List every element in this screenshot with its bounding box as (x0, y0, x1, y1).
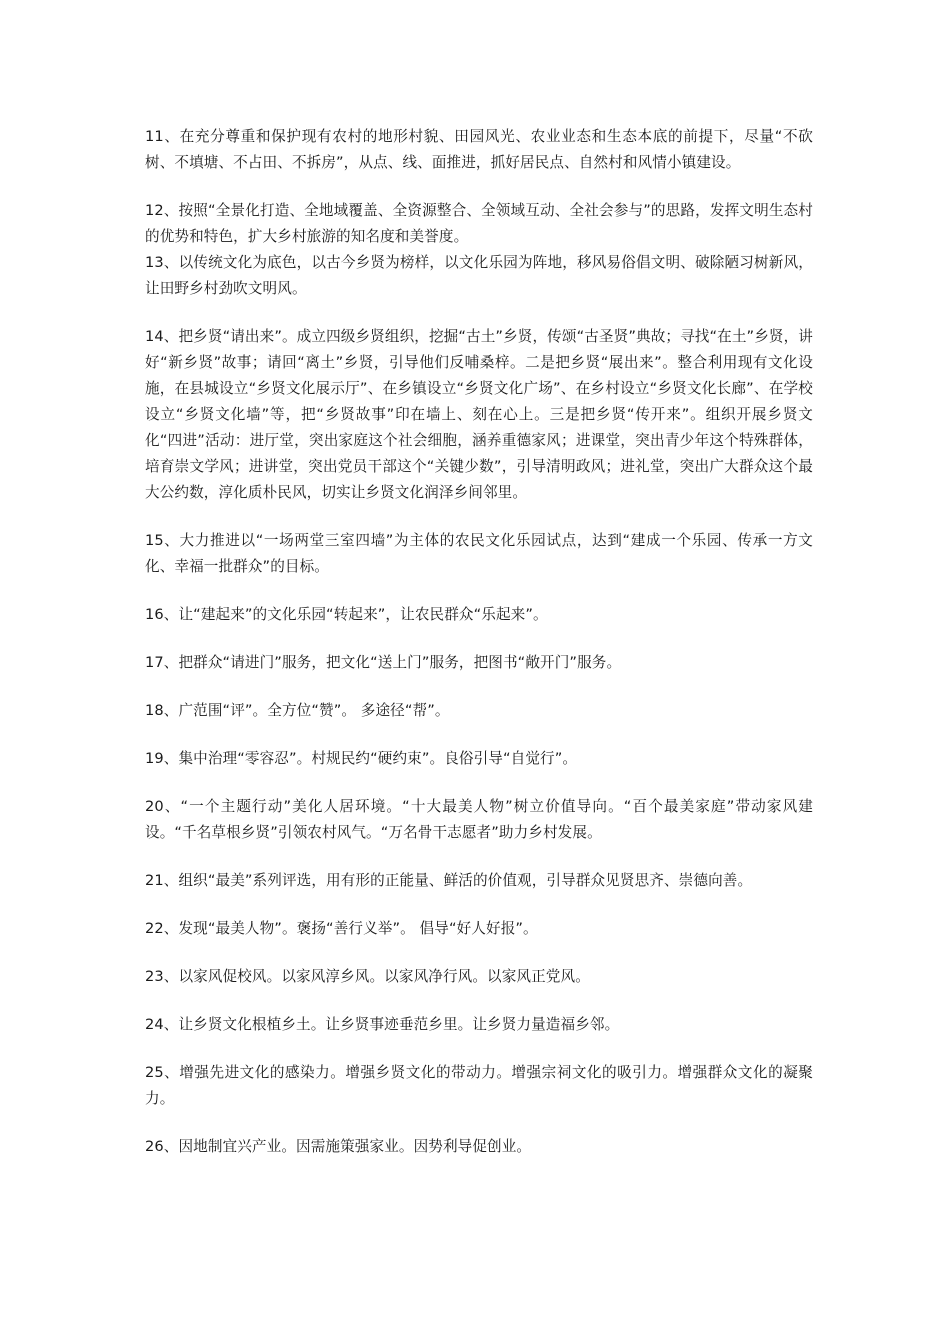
paragraph-gap (145, 580, 813, 602)
paragraph-gap (145, 506, 813, 528)
paragraph-26: 26、因地制宜兴产业。因需施策强家业。因势利导促创业。 (145, 1138, 532, 1155)
paragraph-12: 12、按照“全景化打造、全地域覆盖、全资源整合、全领域互动、全社会参与”的思路，发挥文明生态村的优势和特色，扩大乡村旅游的知名度和美誉度。 (145, 202, 813, 245)
paragraph-gap (145, 302, 813, 324)
paragraph-18: 18、广范围“评”。全方位“赞”。 多途径“帮”。 (145, 702, 450, 719)
document-body (145, 124, 813, 1160)
paragraph-17: 17、把群众“请进门”服务，把文化“送上门”服务，把图书“敞开门”服务。 (145, 654, 622, 671)
paragraph-gap (145, 176, 813, 198)
paragraph-20: 20、“一个主题行动”美化人居环境。“十大最美人物”树立价值导向。“百个最美家庭”带动家风建设。“千名草根乡贤”引领农村风气。“万名骨干志愿者”助力乡村发展。 (145, 798, 813, 841)
paragraph-15: 15、大力推进以“一场两堂三室四墙”为主体的农民文化乐园试点，达到“建成一个乐园、传承一方文化、幸福一批群众”的目标。 (145, 532, 813, 575)
paragraph-gap (145, 846, 813, 868)
paragraph-gap (145, 894, 813, 916)
paragraph-gap (145, 772, 813, 794)
paragraph-gap (145, 1038, 813, 1060)
paragraph-gap (145, 942, 813, 964)
paragraph-23: 23、以家风促校风。以家风淳乡风。以家风净行风。以家风正党风。 (145, 968, 590, 985)
paragraph-gap (145, 676, 813, 698)
paragraph-gap (145, 724, 813, 746)
paragraph-19: 19、集中治理“零容忍”。村规民约“硬约束”。良俗引导“自觉行”。 (145, 750, 578, 767)
paragraph-21: 21、组织“最美”系列评选，用有形的正能量、鲜活的价值观，引导群众见贤思齐、崇德向善。 (145, 872, 753, 889)
paragraph-25: 25、增强先进文化的感染力。增强乡贤文化的带动力。增强宗祠文化的吸引力。增强群众文化的凝聚力。 (145, 1064, 813, 1107)
paragraph-22: 22、发现“最美人物”。褒扬“善行义举”。 倡导“好人好报”。 (145, 920, 538, 937)
paragraph-13: 13、以传统文化为底色，以古今乡贤为榜样，以文化乐园为阵地，移风易俗倡文明、破除陋习树新风，让田野乡村劲吹文明风。 (145, 254, 813, 297)
paragraph-14: 14、把乡贤“请出来”。成立四级乡贤组织，挖掘“古土”乡贤，传颂“古圣贤”典故；寻找“在土”乡贤，讲好“新乡贤”故事；请回“离土”乡贤，引导他们反哺桑梓。二是把乡贤“展出来”。整合利用现有文化设施，在县城设立“乡贤文化展示厅”、在乡镇设立“乡贤文化广场”、在乡村设立“乡贤文化长廊”、在学校设立“乡贤文化墙”等，把“乡贤故事”印在墙上、刻在心上。三是把乡贤“传开来”。组织开展乡贤文化“四进”活动：进厅堂，突出家庭这个社会细胞，涵养重德家风；进课堂，突出青少年这个特殊群体，培育崇文学风；进讲堂，突出党员干部这个“关键少数”，引导清明政风；进礼堂，突出广大群众这个最大公约数，淳化质朴民风，切实让乡贤文化润泽乡间邻里。 (145, 328, 813, 501)
paragraph-gap (145, 628, 813, 650)
paragraph-16: 16、让“建起来”的文化乐园“转起来”，让农民群众“乐起来”。 (145, 606, 548, 623)
paragraph-gap (145, 1112, 813, 1134)
paragraph-gap (145, 990, 813, 1012)
paragraph-24: 24、让乡贤文化根植乡土。让乡贤事迹垂范乡里。让乡贤力量造福乡邻。 (145, 1016, 620, 1033)
paragraph-11: 11、在充分尊重和保护现有农村的地形村貌、田园风光、农业业态和生态本底的前提下，尽量“不砍树、不填塘、不占田、不拆房”，从点、线、面推进，抓好居民点、自然村和风情小镇建设。 (145, 128, 813, 171)
